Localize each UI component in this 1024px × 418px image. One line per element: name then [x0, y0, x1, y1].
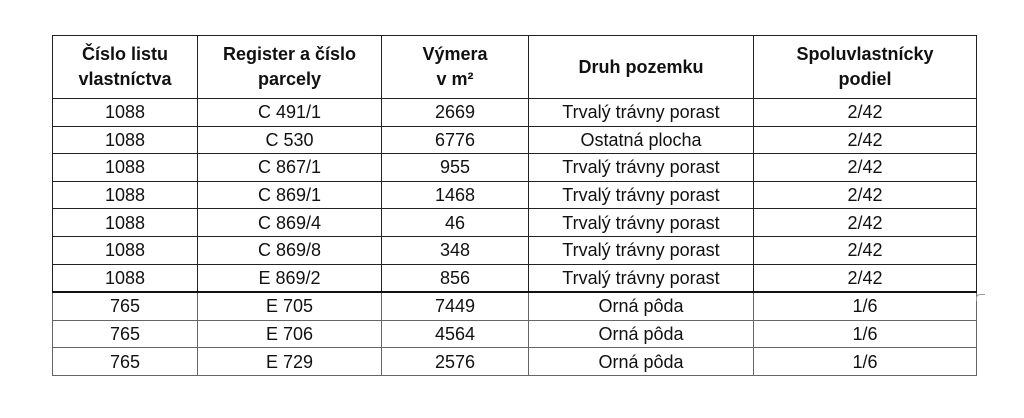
land-type-cell: Orná pôda — [529, 320, 754, 348]
share-cell: 1/6 — [754, 320, 977, 348]
parcel-table-container — [52, 35, 976, 376]
register-parcel-cell: C 491/1 — [198, 99, 382, 127]
area-cell: 2576 — [382, 348, 529, 376]
table-row — [53, 181, 977, 209]
share-cell: 2/42 — [754, 209, 977, 237]
header-co-ownership-share — [754, 36, 977, 99]
table-row — [53, 209, 977, 237]
land-type-cell: Orná pôda — [529, 292, 754, 320]
table-row — [53, 320, 977, 348]
register-parcel-cell: C 869/8 — [198, 236, 382, 264]
table-row — [53, 236, 977, 264]
share-cell: 2/42 — [754, 154, 977, 182]
share-cell: 2/42 — [754, 126, 977, 154]
owner-sheet-cell: 765 — [53, 320, 198, 348]
share-cell: 2/42 — [754, 236, 977, 264]
header-line: podiel — [838, 69, 892, 89]
register-parcel-cell: C 530 — [198, 126, 382, 154]
owner-sheet-cell: 765 — [53, 292, 198, 320]
owner-sheet-cell: 765 — [53, 348, 198, 376]
table-row — [53, 348, 977, 376]
table-row — [53, 292, 977, 320]
register-parcel-cell: C 867/1 — [198, 154, 382, 182]
share-cell: 2/42 — [754, 264, 977, 292]
header-line: Druh pozemku — [578, 56, 704, 77]
table-row — [53, 126, 977, 154]
share-cell: 1/6 — [754, 292, 977, 320]
area-cell: 7449 — [382, 292, 529, 320]
share-cell: 2/42 — [754, 99, 977, 127]
area-cell: 955 — [382, 154, 529, 182]
parcel-table — [52, 35, 977, 376]
area-cell: 856 — [382, 264, 529, 292]
register-parcel-cell: E 729 — [198, 348, 382, 376]
land-type-cell: Trvalý trávny porast — [529, 181, 754, 209]
table-row — [53, 264, 977, 292]
register-parcel-cell: E 706 — [198, 320, 382, 348]
header-area — [382, 36, 529, 99]
land-type-cell: Trvalý trávny porast — [529, 154, 754, 182]
area-cell: 4564 — [382, 320, 529, 348]
land-type-cell: Orná pôda — [529, 348, 754, 376]
share-cell: 1/6 — [754, 348, 977, 376]
share-cell: 2/42 — [754, 181, 977, 209]
header-line: v m² — [436, 69, 474, 89]
land-type-cell: Ostatná plocha — [529, 126, 754, 154]
area-cell: 348 — [382, 236, 529, 264]
register-parcel-cell: E 869/2 — [198, 264, 382, 292]
corner-mark — [976, 294, 985, 301]
area-cell: 46 — [382, 209, 529, 237]
header-line: Číslo listu — [81, 44, 168, 64]
owner-sheet-cell: 1088 — [53, 209, 198, 237]
header-line: Výmera — [422, 44, 488, 64]
register-parcel-cell: C 869/4 — [198, 209, 382, 237]
register-parcel-cell: C 869/1 — [198, 181, 382, 209]
header-line: Register a číslo — [222, 44, 357, 64]
owner-sheet-cell: 1088 — [53, 181, 198, 209]
area-cell: 6776 — [382, 126, 529, 154]
header-land-type — [529, 36, 754, 99]
register-parcel-cell: E 705 — [198, 292, 382, 320]
header-line: parcely — [257, 69, 322, 89]
owner-sheet-cell: 1088 — [53, 126, 198, 154]
land-type-cell: Trvalý trávny porast — [529, 99, 754, 127]
header-owner-sheet-number — [53, 36, 198, 99]
header-row — [53, 36, 977, 99]
table-body — [53, 99, 977, 376]
owner-sheet-cell: 1088 — [53, 236, 198, 264]
header-line: vlastníctva — [78, 69, 172, 89]
header-register-parcel — [198, 36, 382, 99]
owner-sheet-cell: 1088 — [53, 154, 198, 182]
table-row — [53, 154, 977, 182]
table-row — [53, 99, 977, 127]
area-cell: 2669 — [382, 99, 529, 127]
land-type-cell: Trvalý trávny porast — [529, 209, 754, 237]
land-type-cell: Trvalý trávny porast — [529, 236, 754, 264]
area-cell: 1468 — [382, 181, 529, 209]
owner-sheet-cell: 1088 — [53, 99, 198, 127]
land-type-cell: Trvalý trávny porast — [529, 264, 754, 292]
header-line: Spoluvlastnícky — [796, 44, 934, 64]
owner-sheet-cell: 1088 — [53, 264, 198, 292]
